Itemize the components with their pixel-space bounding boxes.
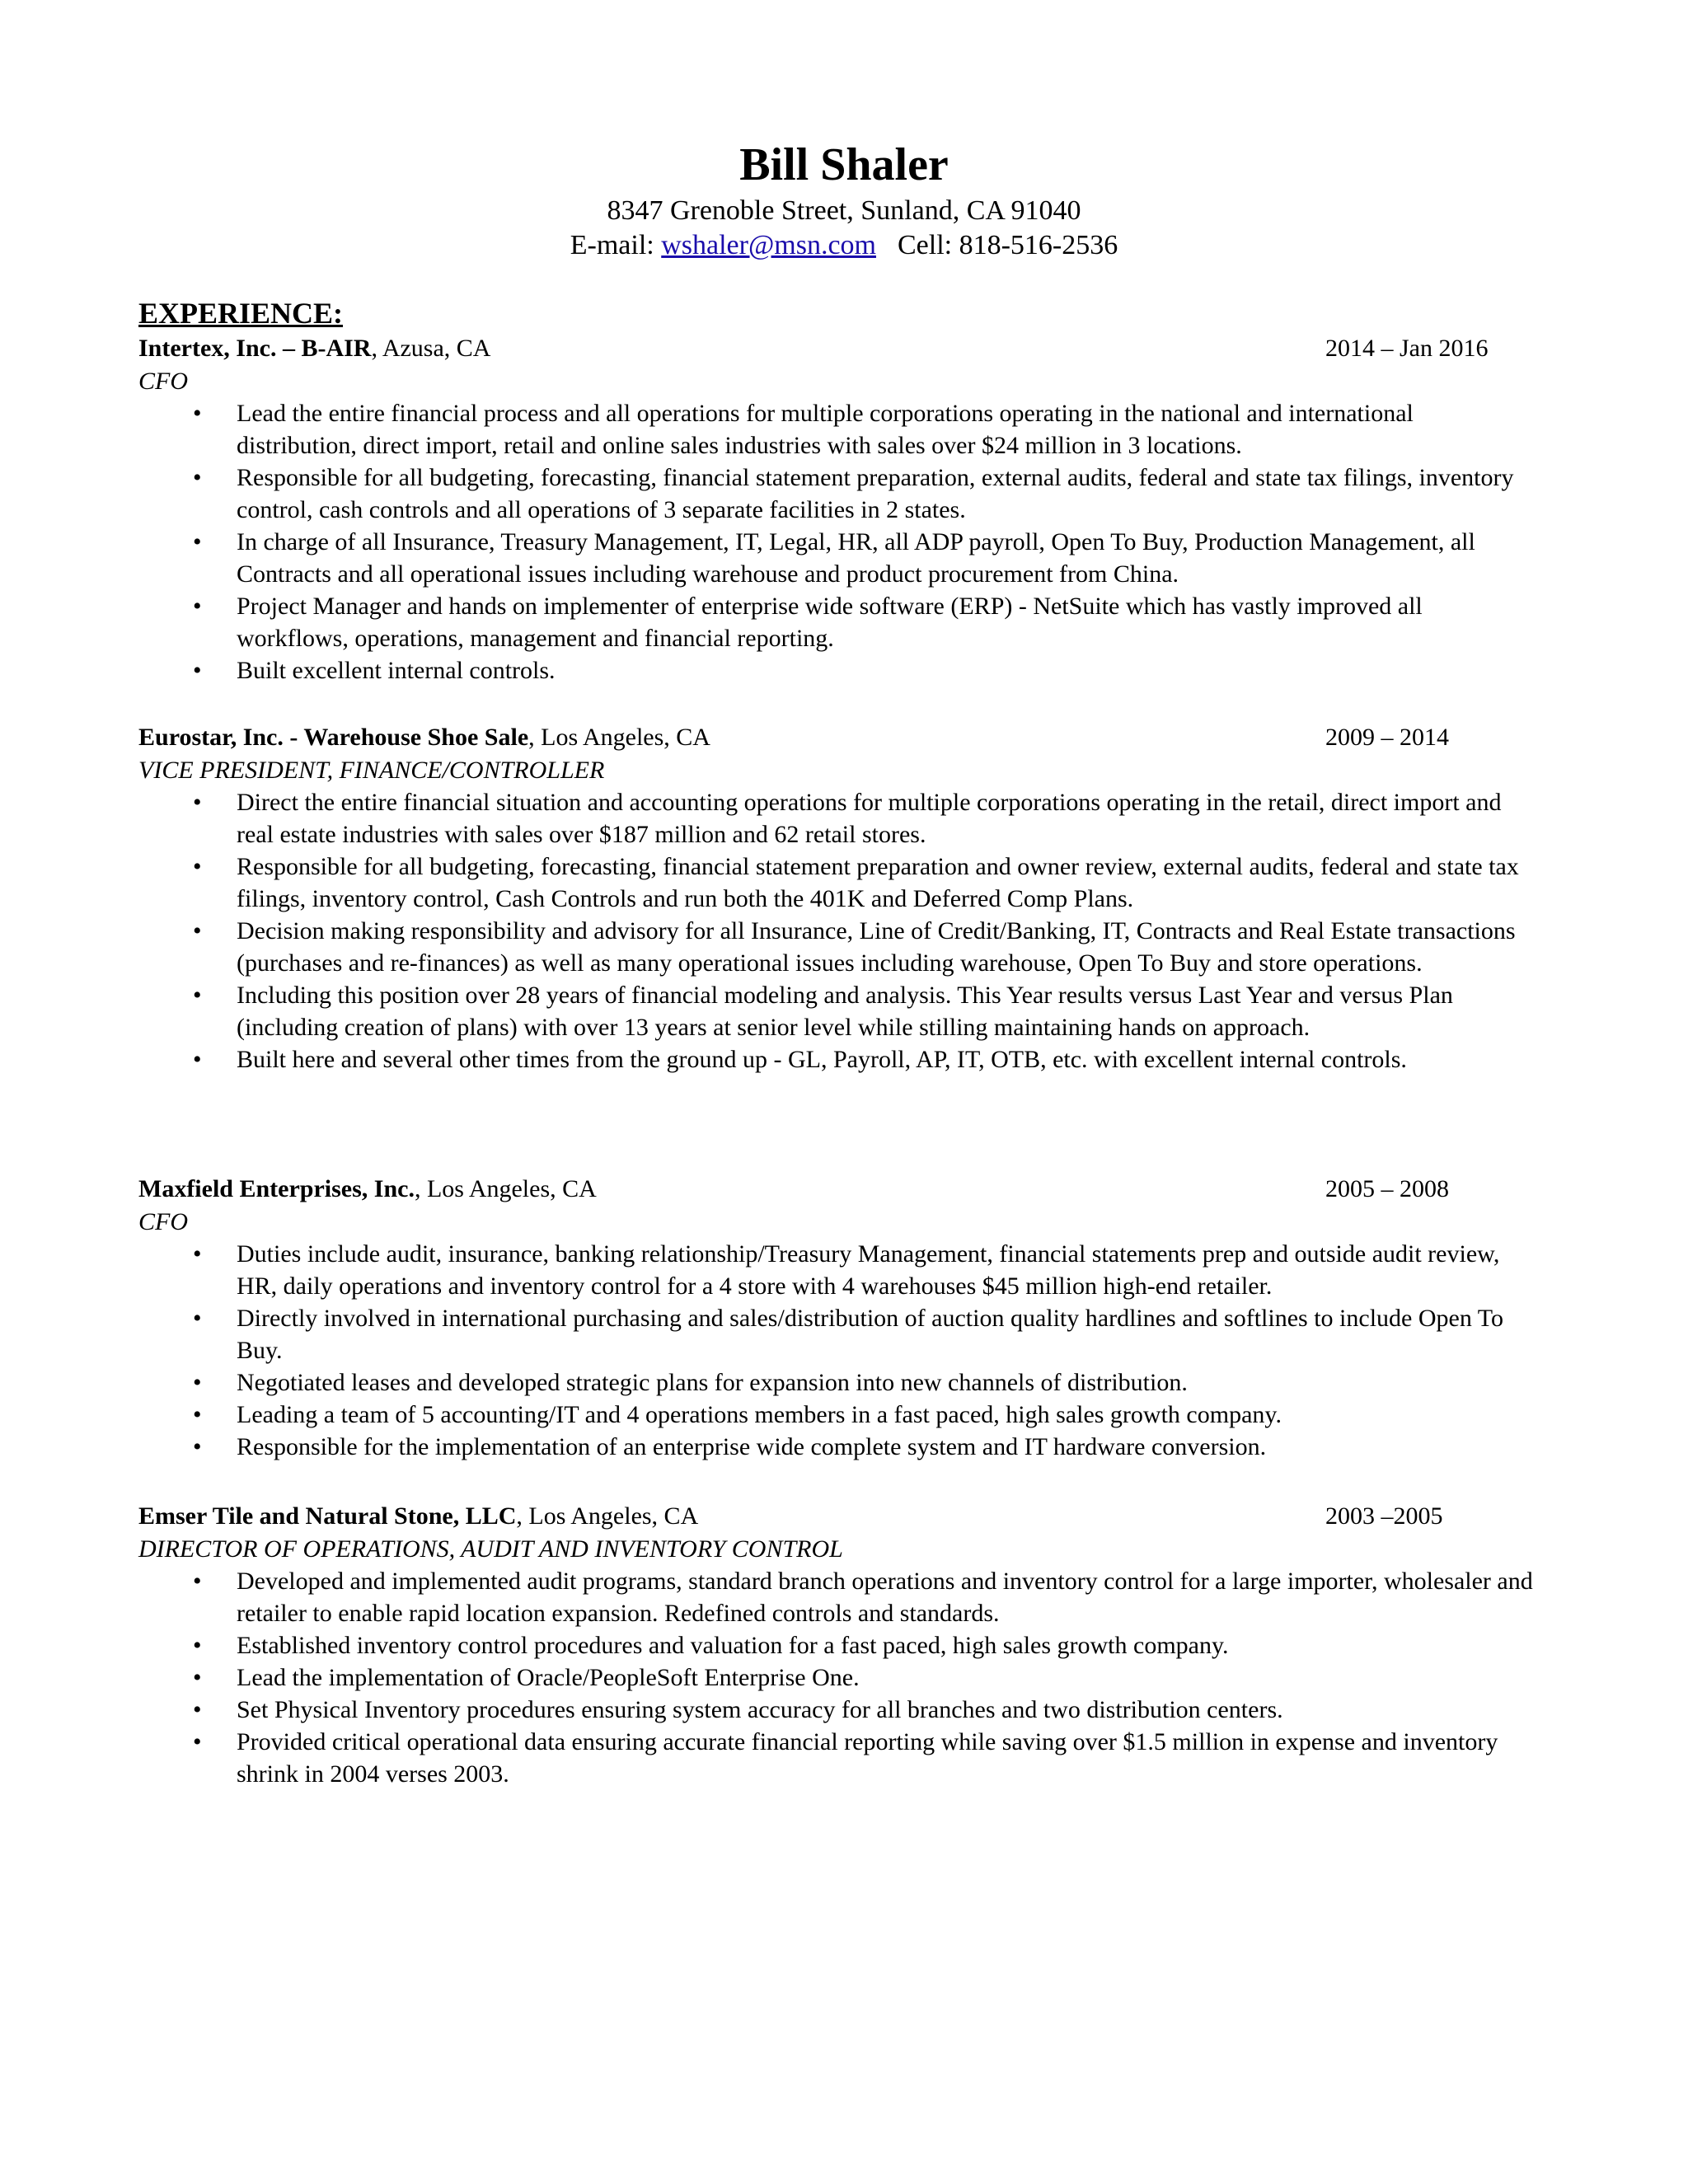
- employer-name: Maxfield Enterprises, Inc.: [138, 1175, 415, 1202]
- job-entry: [138, 332, 1540, 687]
- job-dates: 2005 – 2008: [1325, 1175, 1449, 1202]
- job-entry: [138, 1173, 1540, 1463]
- bullet-icon: •: [193, 464, 202, 491]
- job-header: [138, 332, 1540, 365]
- duty-item: • Including this position over 28 years of financial modeling and analysis. This Year results versus Last Year and versus Plan (including creation of plans) with over 13 years at senior level while stilling maintaining hands on approach.: [138, 979, 1539, 1043]
- duty-item: • Directly involved in international purchasing and sales/distribution of auction quality hardlines and softlines to include Open To Buy.: [138, 1302, 1539, 1366]
- duty-item: • Established inventory control procedures and valuation for a fast paced, high sales growth company.: [138, 1629, 1539, 1661]
- bullet-icon: •: [193, 1046, 202, 1073]
- duty-item: • Lead the entire financial process and all operations for multiple corporations operating in the national and international distribution, direct import, retail and online sales industries with sales over $24 million in 3 locations.: [138, 397, 1539, 462]
- bullet-icon: •: [193, 657, 202, 684]
- duties-list: [138, 397, 1540, 687]
- bullet-icon: •: [193, 593, 202, 620]
- duty-item: • In charge of all Insurance, Treasury Management, IT, Legal, HR, all ADP payroll, Open To Buy, Production Management, all Contracts and all operational issues including warehouse and product procurement from China.: [138, 526, 1539, 590]
- job-entry: [138, 1500, 1540, 1790]
- duty-item: • Built excellent internal controls.: [138, 654, 1539, 687]
- duty-item: • Lead the implementation of Oracle/PeopleSoft Enterprise One.: [138, 1661, 1539, 1694]
- duty-item: • Responsible for all budgeting, forecasting, financial statement preparation, external audits, federal and state tax filings, inventory control, cash controls and all operations of 3 separate facilities in 2 states.: [138, 462, 1539, 526]
- duty-item: • Negotiated leases and developed strategic plans for expansion into new channels of distribution.: [138, 1366, 1539, 1399]
- job-entry: [138, 721, 1540, 1076]
- job-title: CFO: [138, 1208, 188, 1235]
- email-link[interactable]: wshaler@msn.com: [661, 230, 876, 260]
- resume-header: [0, 136, 1688, 263]
- duty-item: • Duties include audit, insurance, banking relationship/Treasury Management, financial statements prep and outside audit review, HR, daily operations and inventory control for a 4 store with 4 warehouses $45 million high-end retailer.: [138, 1238, 1539, 1302]
- job-dates: 2009 – 2014: [1325, 724, 1449, 751]
- bullet-icon: •: [193, 853, 202, 880]
- bullet-icon: •: [193, 1568, 202, 1595]
- contact-line: [0, 228, 1688, 263]
- bullet-icon: •: [193, 1305, 202, 1332]
- job-location: , Azusa, CA: [371, 335, 491, 362]
- job-location: , Los Angeles, CA: [516, 1502, 699, 1530]
- job-header: [138, 1173, 1540, 1206]
- job-header: [138, 721, 1540, 754]
- bullet-icon: •: [193, 1240, 202, 1268]
- bullet-icon: •: [193, 1369, 202, 1396]
- bullet-icon: •: [193, 789, 202, 816]
- duties-list: [138, 786, 1540, 1076]
- employer-name: Intertex, Inc. – B-AIR: [138, 335, 372, 362]
- job-location: , Los Angeles, CA: [528, 724, 710, 751]
- bullet-icon: •: [193, 917, 202, 944]
- bullet-icon: •: [193, 1728, 202, 1755]
- job-title: CFO: [138, 368, 188, 395]
- job-header: [138, 1500, 1540, 1533]
- job-title: DIRECTOR OF OPERATIONS, AUDIT AND INVENTORY CONTROL: [138, 1535, 843, 1563]
- duty-item: • Responsible for all budgeting, forecasting, financial statement preparation and owner review, external audits, federal and state tax filings, inventory control, Cash Controls and run both the 401K and Deferred Comp Plans.: [138, 851, 1539, 915]
- duty-item: • Provided critical operational data ensuring accurate financial reporting while saving over $1.5 million in expense and inventory shrink in 2004 verses 2003.: [138, 1726, 1539, 1790]
- experience-heading: EXPERIENCE:: [138, 297, 344, 330]
- duty-item: • Built here and several other times from the ground up - GL, Payroll, AP, IT, OTB, etc. with excellent internal controls.: [138, 1043, 1539, 1076]
- duty-item: • Responsible for the implementation of an enterprise wide complete system and IT hardware conversion.: [138, 1431, 1539, 1463]
- job-location: , Los Angeles, CA: [414, 1175, 597, 1202]
- duty-item: • Leading a team of 5 accounting/IT and 4 operations members in a fast paced, high sales growth company.: [138, 1399, 1539, 1431]
- candidate-name: Bill Shaler: [739, 139, 949, 190]
- job-dates: 2014 – Jan 2016: [1325, 335, 1489, 362]
- bullet-icon: •: [193, 528, 202, 555]
- job-dates: 2003 –2005: [1325, 1502, 1443, 1530]
- duties-list: [138, 1238, 1540, 1463]
- bullet-icon: •: [193, 1401, 202, 1428]
- duty-item: • Decision making responsibility and advisory for all Insurance, Line of Credit/Banking, IT, Contracts and Real Estate transactions (purchases and re-finances) as well as many operational issues including warehouse, Open To Buy and store operations.: [138, 915, 1539, 979]
- duty-item: • Project Manager and hands on implementer of enterprise wide software (ERP) - NetSuite which has vastly improved all workflows, operations, management and financial reporting.: [138, 590, 1539, 654]
- employer-name: Emser Tile and Natural Stone, LLC: [138, 1502, 517, 1530]
- bullet-icon: •: [193, 400, 202, 427]
- bullet-icon: •: [193, 982, 202, 1009]
- duty-item: • Developed and implemented audit programs, standard branch operations and inventory control for a large importer, wholesaler and retailer to enable rapid location expansion. Redefined controls and standards.: [138, 1565, 1539, 1629]
- duty-item: • Set Physical Inventory procedures ensuring system accuracy for all branches and two distribution centers.: [138, 1694, 1539, 1726]
- bullet-icon: •: [193, 1433, 202, 1460]
- duty-item: • Direct the entire financial situation and accounting operations for multiple corporations operating in the retail, direct import and real estate industries with sales over $187 million and 62 retail stores.: [138, 786, 1539, 851]
- employer-name: Eurostar, Inc. - Warehouse Shoe Sale: [138, 724, 529, 751]
- bullet-icon: •: [193, 1696, 202, 1723]
- address-line: 8347 Grenoble Street, Sunland, CA 91040: [607, 195, 1081, 226]
- email-label: E-mail:: [570, 230, 654, 260]
- duties-list: [138, 1565, 1540, 1790]
- cell-phone: Cell: 818-516-2536: [897, 230, 1118, 260]
- bullet-icon: •: [193, 1664, 202, 1691]
- job-title: VICE PRESIDENT, FINANCE/CONTROLLER: [138, 757, 605, 784]
- bullet-icon: •: [193, 1632, 202, 1659]
